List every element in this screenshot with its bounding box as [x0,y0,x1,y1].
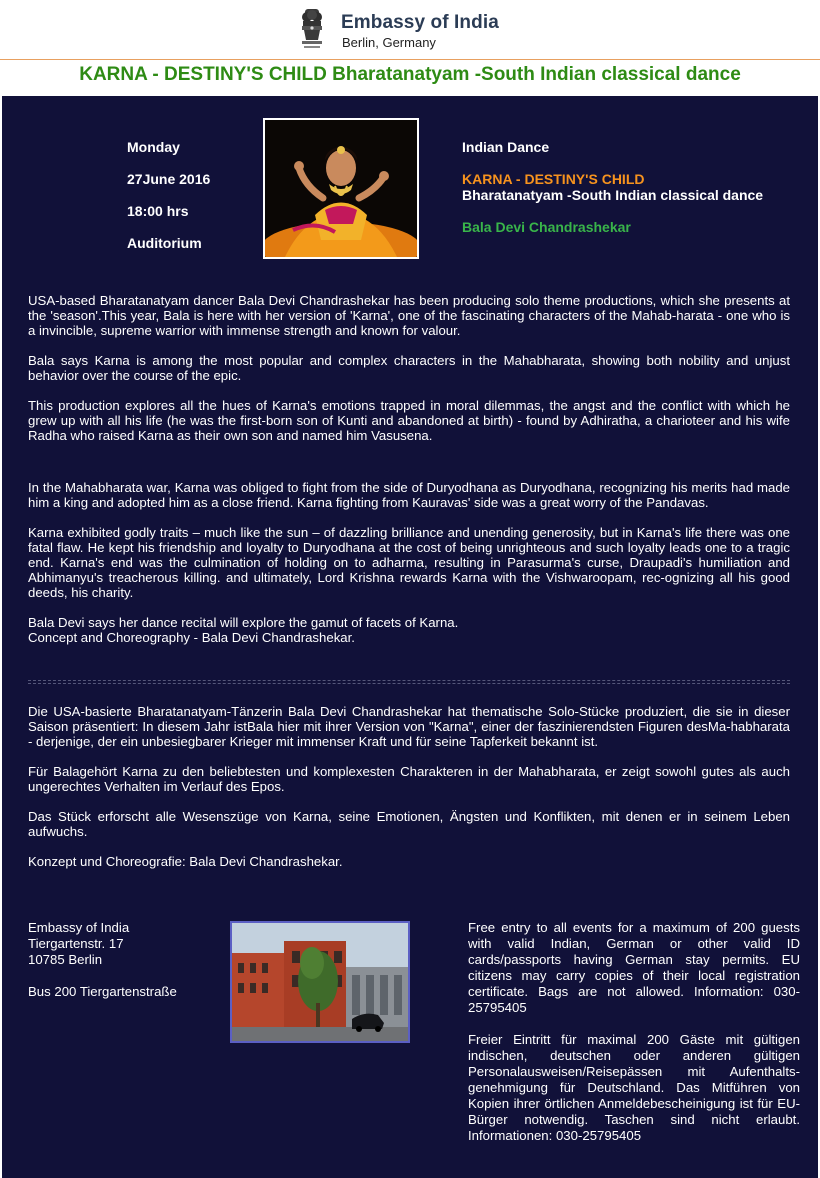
event-name: KARNA - DESTINY'S CHILD [462,171,645,187]
dancer-photo [263,118,419,259]
english-paragraph: This production explores all the hues of Karna's emotions trapped in moral dilemmas, the angst and the conflict with which he grew up with all his life (he was the first-born son of Kunti and abandoned at birth) - found by Adhiratha, a charioteer and his wife Radha who raised Karna as their own son and named him Vasusena. [28,398,790,443]
event-category: Indian Dance [462,139,550,155]
ashoka-emblem-icon [296,6,328,52]
building-illustration [232,923,408,1041]
event-date: 27June 2016 [127,171,211,187]
event-day: Monday [127,139,180,155]
embassy-name: Embassy of India [341,12,499,33]
address-line: Tiergartenstr. 17 [28,936,124,951]
english-description-2 [28,480,790,645]
german-paragraph: Konzept und Choreografie: Bala Devi Chandrashekar. [28,854,343,869]
english-paragraph: In the Mahabharata war, Karna was obliged to fight from the side of Duryodhana as Duryodhana, recognizing his merits had made him a king and adopted him as a close friend. Karna fighting from Kauravas' side was a great worry of the Pandavas. [28,480,790,510]
bus-info: Bus 200 Tiergartenstraße [28,984,177,999]
event-venue: Auditorium [127,235,202,251]
page-title: KARNA - DESTINY'S CHILD Bharatanatyam -South Indian classical dance [79,64,741,85]
address-line: 10785 Berlin [28,952,103,967]
embassy-address [28,920,177,1000]
english-credit-line: Concept and Choreography - Bala Devi Chandrashekar. [28,630,355,645]
entry-info-german: Freier Eintritt für maximal 200 Gäste mit gültigen indischen, deutschen oder anderen gültigen Personalausweisen/Reisepässen mit Aufenthalts-genehmigung für Deutschland. Das Mitführen von Kopien ihrer örtlichen Anmeldebescheinigung ist für EU-Bürger notwendig. Taschen sind nicht erlaubt. Informationen: 030-25795405 [468,1032,800,1143]
entry-info-english: Free entry to all events for a maximum of 200 guests with valid Indian, German or other valid ID cards/passports having German stay permits. EU citizens may carry copies of their local registration certificate. Bags are not allowed. Information: 030-25795405 [468,920,800,1015]
english-paragraph: USA-based Bharatanatyam dancer Bala Devi Chandrashekar has been producing solo theme productions, which she presents at the 'season'.This year, Bala is here with her version of 'Karna', one of the fascinating characters of the Mahab-harata - one who is a invincible, supreme warrior with immense strength and known for valour. [28,293,790,338]
section-divider [28,680,790,684]
address-line: Embassy of India [28,920,130,935]
event-time: 18:00 hrs [127,203,189,219]
content-panel [2,96,818,1178]
english-paragraph: Bala says Karna is among the most popular and complex characters in the Mahabharata, showing both nobility and unjust behavior over the course of the epic. [28,353,790,383]
german-description [28,704,790,884]
english-description [28,293,790,458]
german-paragraph: Das Stück erforscht alle Wesenszüge von Karna, seine Emotionen, Ängsten und Konflikten, mit denen er in seinem Leben aufwuchs. [28,809,790,839]
embassy-building-photo [230,921,410,1043]
header [0,0,820,58]
header-divider [0,59,820,60]
german-paragraph: Für Balagehört Karna zu den beliebtesten und komplexesten Charakteren in der Mahabharata, er zeigt sowohl gutes als auch ungerechtes Verhalten im Verlauf des Epos. [28,764,790,794]
event-subtitle: Bharatanatyam -South Indian classical dance [462,187,764,203]
english-closing-line: Bala Devi says her dance recital will explore the gamut of facets of Karna. [28,615,459,630]
event-performer: Bala Devi Chandrashekar [462,219,631,235]
german-paragraph: Die USA-basierte Bharatanatyam-Tänzerin Bala Devi Chandrashekar hat thematische Solo-Stücke produziert, die sie in dieser Saison präsentiert: In diesem Jahr istBala hier mit ihrer Version von "Karna", einer der faszinierendsten Figuren desMa-habharata - derjenige, der ein unbesiegbarer Krieger mit immenser Kraft und für seine Tapferkeit bekannt ist. [28,704,790,749]
embassy-city: Berlin, Germany [342,35,436,50]
english-paragraph: Karna exhibited godly traits – much like the sun – of dazzling brilliance and unending generosity, but in Karna's life there was one fatal flaw. He kept his friendship and loyalty to Duryodhana at the cost of being unrighteous and such loyalty leads one to a tragic end. Karna's end was the culmination of holding on to adharma, resulting in Parasurma's curse, Draupadi's humiliation and Abhimanyu's treacherous killing. and ultimately, Lord Krishna rewards Karna with the Vishwaroopam, rec-ognizing all his good deeds, his charity. [28,525,790,600]
dancer-illustration [265,120,417,257]
